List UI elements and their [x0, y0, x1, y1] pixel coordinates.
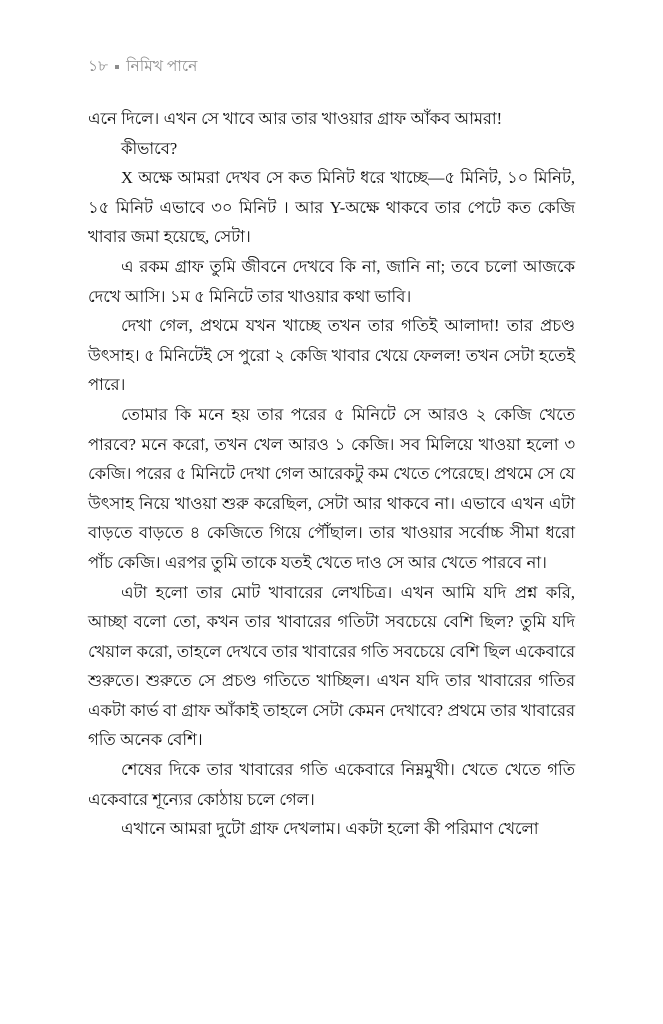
paragraph: এ রকম গ্রাফ তুমি জীবনে দেখবে কি না, জানি না; তবে চলো আজকে দেখে আসি। ১ম ৫ মিনিটে তার খাওয়ার কথা ভাবি। [88, 256, 575, 306]
running-header [88, 58, 575, 77]
paragraph: দেখা গেল, প্রথমে যখন খাচ্ছে তখন তার গতিই আলাদা! তার প্রচণ্ড উৎসাহ। ৫ মিনিটেই সে পুরো ২ কেজি খাবার খেয়ে ফেলল! তখন সেটা হতেই পারে। [88, 316, 575, 395]
running-header-book-title: নিমিখ পানে [126, 58, 198, 75]
paragraph: শেষের দিকে তার খাবারের গতি একেবারে নিম্নমুখী। খেতে খেতে গতি একেবারে শূন্যের কোঠায় চলে গেল। [88, 760, 575, 809]
body-text-column [88, 104, 575, 844]
paragraph: এটা হলো তার মোট খাবারের লেখচিত্র। এখন আমি যদি প্রশ্ন করি, আচ্ছা বলো তো, কখন তার খাবারের গতিটা সবচেয়ে বেশি ছিল? তুমি যদি খেয়াল করো, তাহলে দেখবে তার খাবারের গতি সবচেয়ে বেশি ছিল একেবারে শুরুতে। শুরুতে সে প্রচণ্ড গতিতে খাচ্ছিল। এখন যদি তার খাবারের গতির একটা কার্ভ বা গ্রাফ আঁকাই তাহলে সেটা কেমন দেখাবে? প্রথমে তার খাবারের গতি অনেক বেশি। [88, 582, 575, 750]
paragraph: এখানে আমরা দুটো গ্রাফ দেখলাম। একটা হলো কী পরিমাণ খেলো [121, 819, 539, 839]
page-folio-number: ১৮ [88, 58, 109, 75]
paragraph: X অক্ষে আমরা দেখব সে কত মিনিট ধরে খাচ্ছে—৫ মিনিট, ১০ মিনিট, ১৫ মিনিট এভাবে ৩০ মিনিট । আর Y-অক্ষে থাকবে তার পেটে কত কেজি খাবার জমা হয়েছে, সেটা। [88, 168, 575, 247]
paragraph: কীভাবে? [121, 138, 178, 158]
paragraph: তোমার কি মনে হয় তার পরের ৫ মিনিটে সে আরও ২ কেজি খেতে পারবে? মনে করো, তখন খেল আরও ১ কেজি। সব মিলিয়ে খাওয়া হলো ৩ কেজি। পরের ৫ মিনিটে দেখা গেল আরেকটু কম খেতে পেরেছে। প্রথমে সে যে উৎসাহ নিয়ে খাওয়া শুরু করেছিল, সেটা আর থাকবে না। এভাবে এখন এটা বাড়তে বাড়তে ৪ কেজিতে গিয়ে পৌঁছাল। তার খাওয়ার সর্বোচ্চ সীমা ধরো পাঁচ কেজি। এরপর তুমি তাকে যতই খেতে দাও সে আর খেতে পারবে না। [88, 404, 575, 572]
square-bullet-icon [115, 65, 119, 69]
paragraph: এনে দিলে। এখন সে খাবে আর তার খাওয়ার গ্রাফ আঁকব আমরা! [88, 109, 503, 128]
